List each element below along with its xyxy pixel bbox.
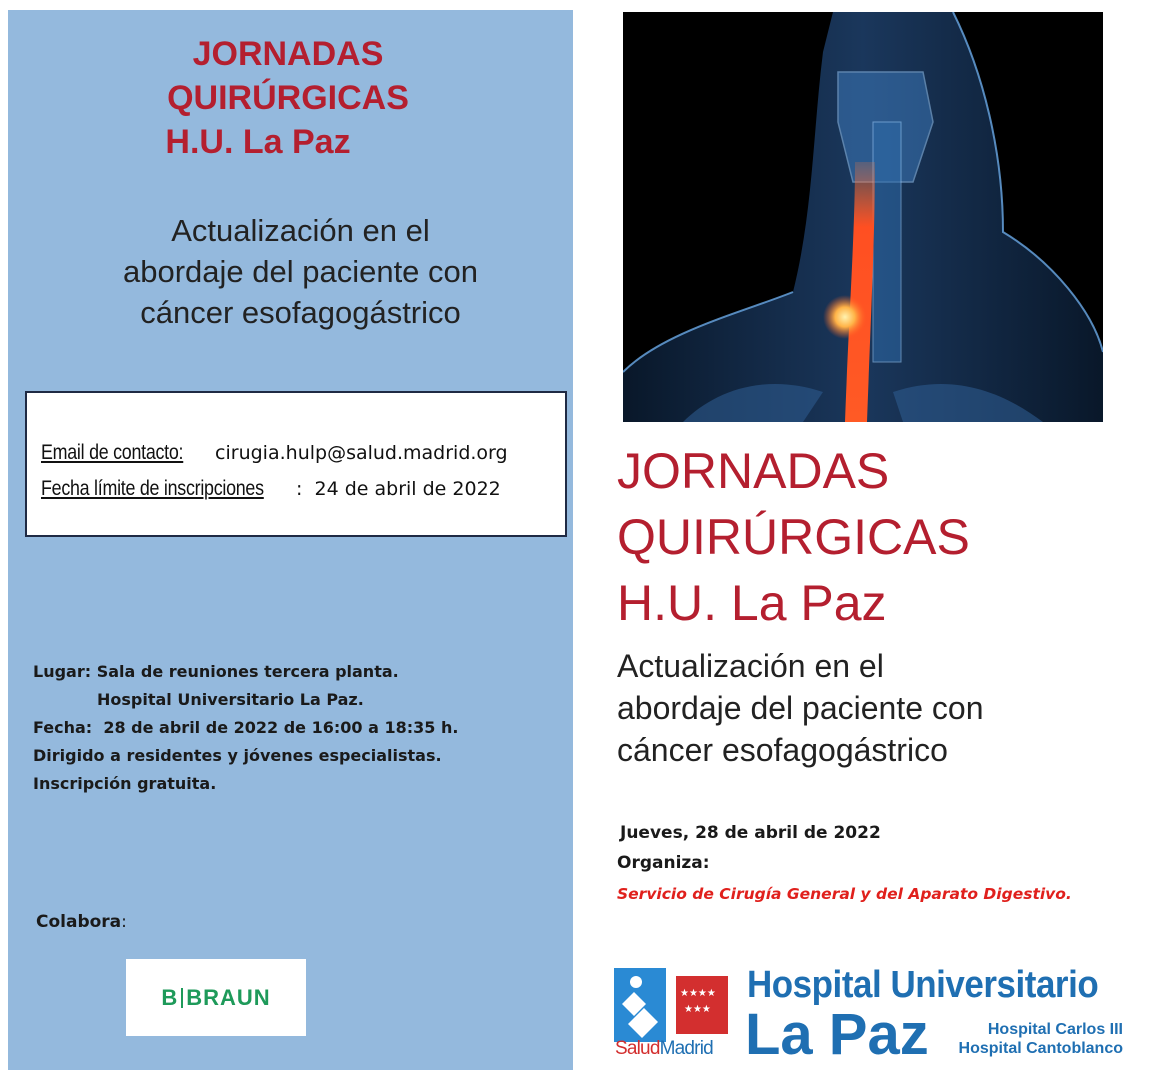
bbraun-logo-b: B [161, 984, 179, 1010]
dirigido-line: Dirigido a residentes y jóvenes especialistas. [33, 746, 442, 765]
right-title-line3: H.U. La Paz [617, 575, 887, 631]
bbraun-separator [181, 988, 183, 1008]
bbraun-logo [161, 985, 270, 1011]
madrid-text-part: Madrid [659, 1038, 713, 1059]
sponsor-logo-box [126, 959, 306, 1036]
left-panel [8, 10, 573, 1070]
inscripcion-line: Inscripción gratuita. [33, 774, 217, 793]
bbraun-logo-braun: BRAUN [186, 984, 271, 1010]
xray-esophagus-image [623, 12, 1103, 422]
lugar-label: Lugar: [33, 662, 92, 681]
left-title-line2: QUIRÚRGICAS [167, 79, 409, 117]
left-subtitle-line2: abordaje del paciente con [122, 254, 479, 289]
organizer-name: Servicio de Cirugía General y del Aparato Digestivo. [617, 885, 1072, 903]
salud-madrid-emblem-icon [614, 968, 730, 1042]
fecha-value: 28 de abril de 2022 de 16:00 a 18:35 h. [103, 718, 459, 737]
salud-madrid-text [615, 1038, 713, 1060]
left-title-line1: JORNADAS [192, 35, 384, 73]
deadline-line: Fecha límite de inscripciones : 24 de abril de 2022 [41, 477, 501, 500]
right-subtitle [617, 645, 984, 771]
fecha-line [33, 714, 458, 742]
left-title [8, 32, 568, 164]
email-line [41, 441, 508, 465]
colabora: Colabora: [36, 912, 127, 932]
event-info [33, 658, 458, 798]
organiza-label: Organiza: [617, 853, 710, 873]
xray-illustration [623, 12, 1103, 422]
right-subtitle-line2: abordaje del paciente con [617, 690, 984, 726]
email-value[interactable]: cirugia.hulp@salud.madrid.org [215, 442, 508, 464]
hospital-sublocations [951, 1020, 1123, 1058]
left-subtitle-line1: Actualización en el [171, 213, 430, 248]
hospital-sub2: Hospital Cantoblanco [958, 1040, 1123, 1057]
right-title-line1: JORNADAS [617, 443, 890, 499]
svg-text:★★★★: ★★★★ [680, 988, 716, 999]
hospital-sub1: Hospital Carlos III [987, 1021, 1123, 1038]
right-subtitle-line1: Actualización en el [617, 648, 884, 684]
left-title-line3: H.U. La Paz [165, 123, 351, 161]
hospital-logo [614, 962, 1134, 1067]
fecha-label: Fecha: [33, 718, 93, 737]
lugar-value: Sala de reuniones tercera planta. [96, 662, 399, 681]
email-label: Email de contacto: [41, 441, 184, 464]
left-subtitle-line3: cáncer esofagogástrico [140, 295, 461, 330]
contact-box [25, 391, 567, 537]
event-date: Jueves, 28 de abril de 2022 [620, 823, 881, 843]
hospital-name-line1: Hospital Universitario [747, 964, 1099, 1006]
deadline-value: 24 de abril de 2022 [314, 478, 501, 500]
lugar-line [33, 658, 458, 686]
lugar-line2: Hospital Universitario La Paz. [97, 690, 364, 709]
right-subtitle-line3: cáncer esofagogástrico [617, 732, 948, 768]
left-subtitle [28, 210, 573, 333]
right-title [617, 438, 970, 636]
deadline-label: Fecha límite de inscripciones [41, 477, 264, 500]
hospital-name-line2: La Paz [745, 1002, 929, 1067]
right-title-line2: QUIRÚRGICAS [617, 509, 970, 565]
colabora-label: Colabora [36, 912, 122, 932]
salud-text-part: Salud [615, 1038, 660, 1059]
svg-text:★★★: ★★★ [684, 1004, 711, 1015]
